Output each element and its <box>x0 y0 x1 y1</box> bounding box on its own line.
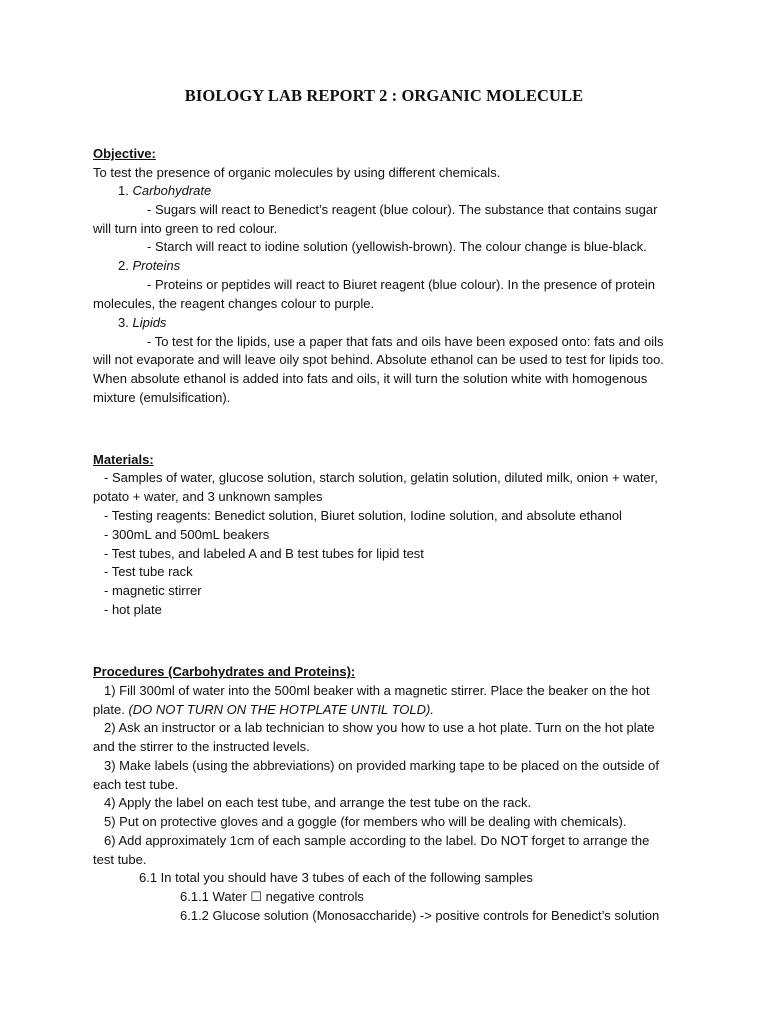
materials-item-7: - hot plate <box>104 602 162 617</box>
procedures-heading: Procedures (Carbohydrates and Proteins): <box>93 664 356 679</box>
step-6-cont: test tube. <box>93 852 147 867</box>
lipids-line-3: When absolute ethanol is added into fats and oils, it will turn the solution white with homogenous <box>93 371 648 386</box>
proteins-item <box>118 257 180 275</box>
substep-6-1-2: 6.1.2 Glucose solution (Monosaccharide) -> positive controls for Benedict’s solution <box>180 908 660 923</box>
proteins-number: 2. <box>118 258 129 273</box>
substep-6-1: 6.1 In total you should have 3 tubes of each of the following samples <box>139 870 533 885</box>
step-2-cont: and the stirrer to the instructed levels. <box>93 739 310 754</box>
step-1-plate: plate. <box>93 702 125 717</box>
step-1: 1) Fill 300ml of water into the 500ml beaker with a magnetic stirrer. Place the beaker on the hot <box>104 683 650 698</box>
materials-item-5: - Test tube rack <box>104 564 193 579</box>
carbohydrate-line-3: - Starch will react to iodine solution (yellowish-brown). The colour change is blue-black. <box>147 239 647 254</box>
step-3-cont: each test tube. <box>93 777 179 792</box>
substep-6-1-1: 6.1.1 Water ☐ negative controls <box>180 889 364 904</box>
lipids-line-2: will not evaporate and will leave oily spot behind. Absolute ethanol can be used to test for lipids too. <box>93 352 664 367</box>
lipids-line-4: mixture (emulsification). <box>93 390 231 405</box>
lipids-line-1: - To test for the lipids, use a paper that fats and oils have been exposed onto: fats and oils <box>147 334 664 349</box>
materials-item-2: - Testing reagents: Benedict solution, Biuret solution, Iodine solution, and absolute ethanol <box>104 508 622 523</box>
lipids-item <box>118 314 166 332</box>
proteins-line-2: molecules, the reagent changes colour to purple. <box>93 296 375 311</box>
report-title: BIOLOGY LAB REPORT 2 : ORGANIC MOLECULE <box>184 86 584 105</box>
carbohydrate-line-2: will turn into green to red colour. <box>93 221 278 236</box>
objective-heading: Objective: <box>93 146 156 161</box>
materials-item-4: - Test tubes, and labeled A and B test tubes for lipid test <box>104 546 424 561</box>
proteins-line-1: - Proteins or peptides will react to Biuret reagent (blue colour). In the presence of protein <box>147 277 655 292</box>
lipids-number: 3. <box>118 315 129 330</box>
materials-item-3: - 300mL and 500mL beakers <box>104 527 270 542</box>
step-4: 4) Apply the label on each test tube, and arrange the test tube on the rack. <box>104 795 532 810</box>
materials-heading: Materials: <box>93 452 154 467</box>
materials-item-1: - Samples of water, glucose solution, starch solution, gelatin solution, diluted milk, onion + water, <box>104 470 658 485</box>
carbohydrate-line-1: - Sugars will react to Benedict’s reagent (blue colour). The substance that contains sugar <box>147 202 658 217</box>
carbohydrate-item <box>118 182 211 200</box>
step-1-cont <box>93 701 434 719</box>
materials-item-1-cont: potato + water, and 3 unknown samples <box>93 489 323 504</box>
lipids-label: Lipids <box>132 315 167 330</box>
carbohydrate-number: 1. <box>118 183 129 198</box>
step-6: 6) Add approximately 1cm of each sample according to the label. Do NOT forget to arrange the <box>104 833 650 848</box>
materials-item-6: - magnetic stirrer <box>104 583 202 598</box>
step-3: 3) Make labels (using the abbreviations) on provided marking tape to be placed on the outside of <box>104 758 660 773</box>
proteins-label: Proteins <box>132 258 181 273</box>
step-2: 2) Ask an instructor or a lab technician to show you how to use a hot plate. Turn on the hot plate <box>104 720 655 735</box>
step-5: 5) Put on protective gloves and a goggle (for members who will be dealing with chemicals). <box>104 814 627 829</box>
objective-intro: To test the presence of organic molecules by using different chemicals. <box>93 165 501 180</box>
carbohydrate-label: Carbohydrate <box>132 183 212 198</box>
step-1-warning: (DO NOT TURN ON THE HOTPLATE UNTIL TOLD). <box>128 702 434 717</box>
